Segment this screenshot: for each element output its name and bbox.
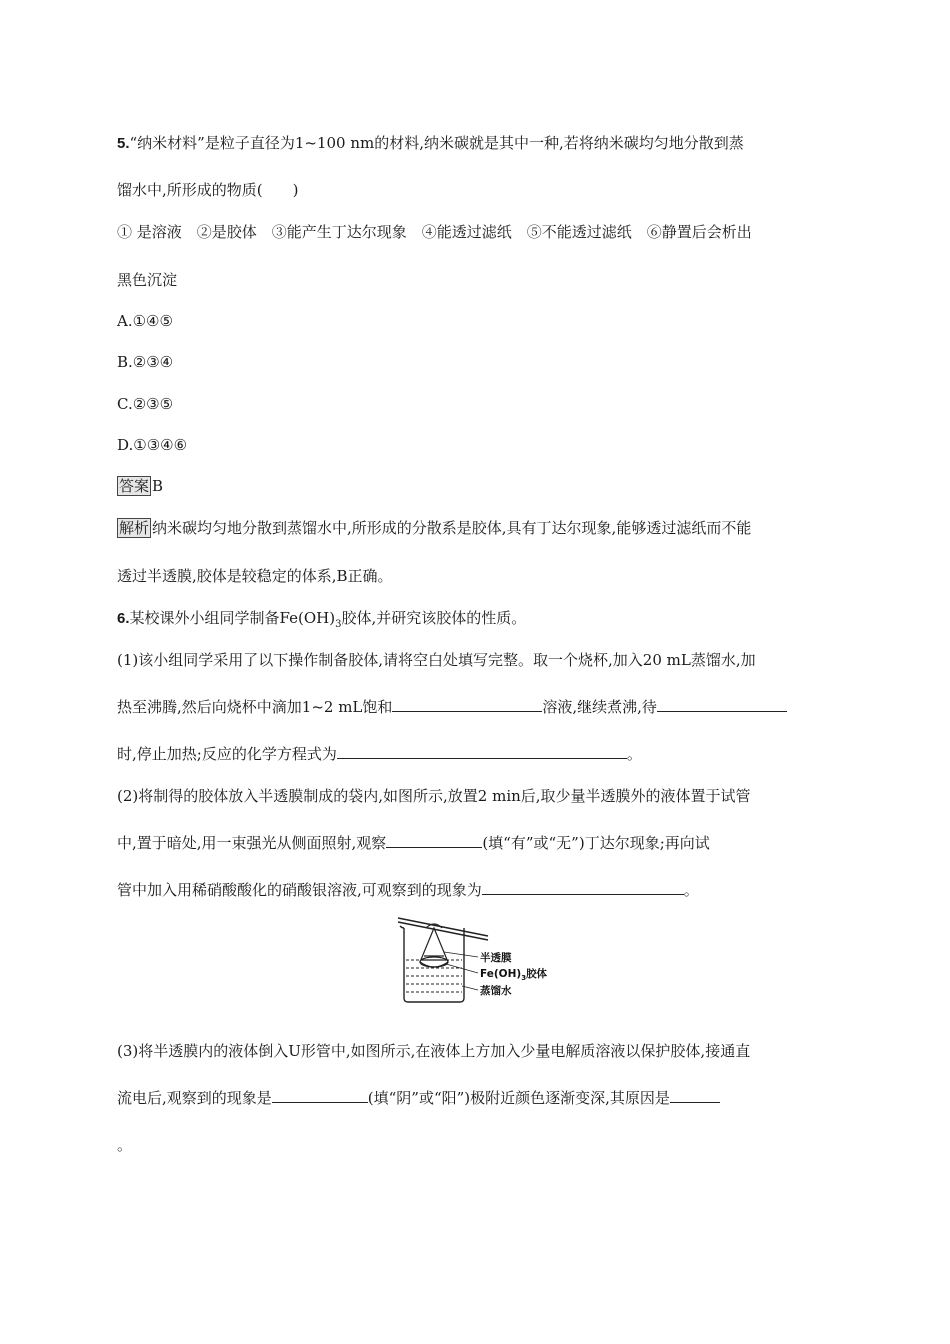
answer-blank-2[interactable] [657, 697, 787, 712]
beaker [400, 926, 464, 1002]
q5-number: 5. [117, 135, 130, 152]
q6-stem: 6.某校课外小组同学制备$Fe(OH)_3$胶体,并研究该胶体的性质。 [117, 609, 527, 630]
dialysis-figure [384, 914, 574, 1006]
answer-blank-4[interactable] [386, 833, 482, 848]
analysis-tag: 解析 [119, 519, 150, 537]
q6-part1-line1: (1)该小组同学采用了以下操作制备胶体,请将空白处填写完整。取一个烧杯,加入20 mL蒸馏水,加 [117, 651, 756, 669]
q5-option-d: D.①③④⑥ [117, 436, 188, 454]
answer-blank-1[interactable] [392, 697, 542, 712]
membrane-label: 半透膜 [480, 952, 512, 964]
answer-blank-7[interactable] [670, 1088, 720, 1103]
q5-analysis-line2: 透过半透膜,胶体是较稳定的体系,B正确。 [117, 567, 393, 585]
q6-part3-line3: 。 [117, 1136, 133, 1154]
q6-part2-line3: 管中加入用稀硝酸酸化的硝酸银溶液,可观察到的现象为 。 [117, 881, 699, 899]
q5-items-line1: ① 是溶液 ②是胶体 ③能产生丁达尔现象 ④能透过滤纸 ⑤不能透过滤纸 ⑥静置后会析出 [117, 223, 752, 241]
q5-option-a: A.①④⑤ [117, 312, 173, 330]
answer-tag: 答案 [119, 477, 150, 495]
water-label: 蒸馏水 [480, 985, 512, 997]
q5-option-c: C.②③⑤ [117, 395, 174, 413]
distilled-water [406, 960, 462, 992]
q6-part1-line2: 热至沸腾,然后向烧杯中滴加1~2 mL饱和 溶液,继续煮沸,待 [117, 697, 787, 717]
q5-stem-line2: 馏水中,所形成的物质( ) [117, 181, 299, 199]
q5-items-line2: 黑色沉淀 [117, 271, 178, 289]
answer-blank-3[interactable] [337, 744, 627, 759]
answer-value: B [152, 477, 164, 495]
q6-part2-line2: 中,置于暗处,用一束强光从侧面照射,观察 (填“有”或“无”)丁达尔现象;再向试 [117, 834, 710, 852]
q6-part2-line1: (2)将制得的胶体放入半透膜制成的袋内,如图所示,放置2 min后,取少量半透膜外的液体置于试管 [117, 787, 751, 805]
colloid-label: $Fe(OH)_3$胶体 [480, 968, 548, 982]
q5-answer [117, 476, 163, 496]
q6-part3-line1: (3)将半透膜内的液体倒入U形管中,如图所示,在液体上方加入少量电解质溶液以保护胶体,接通直 [117, 1042, 751, 1060]
q6-part3-line2: 流电后,观察到的现象是 (填“阴”或“阳”)极附近颜色逐渐变深,其原因是 [117, 1088, 720, 1108]
answer-blank-6[interactable] [272, 1088, 368, 1103]
q5-stem-line1: 5.“纳米材料”是粒子直径为1~100 nm的材料,纳米碳就是其中一种,若将纳米碳均匀地分散到蒸 [117, 134, 744, 152]
q5-analysis-line1: 解析 纳米碳均匀地分散到蒸馏水中,所形成的分散系是胶体,具有丁达尔现象,能够透过滤纸而不能 [119, 519, 752, 537]
glass-rod [398, 918, 488, 940]
answer-blank-5[interactable] [482, 880, 684, 895]
q5-option-b: B.②③④ [117, 353, 174, 371]
q6-part1-line3: 时,停止加热;反应的化学方程式为 。 [117, 745, 642, 763]
q6-number: 6. [117, 610, 130, 627]
